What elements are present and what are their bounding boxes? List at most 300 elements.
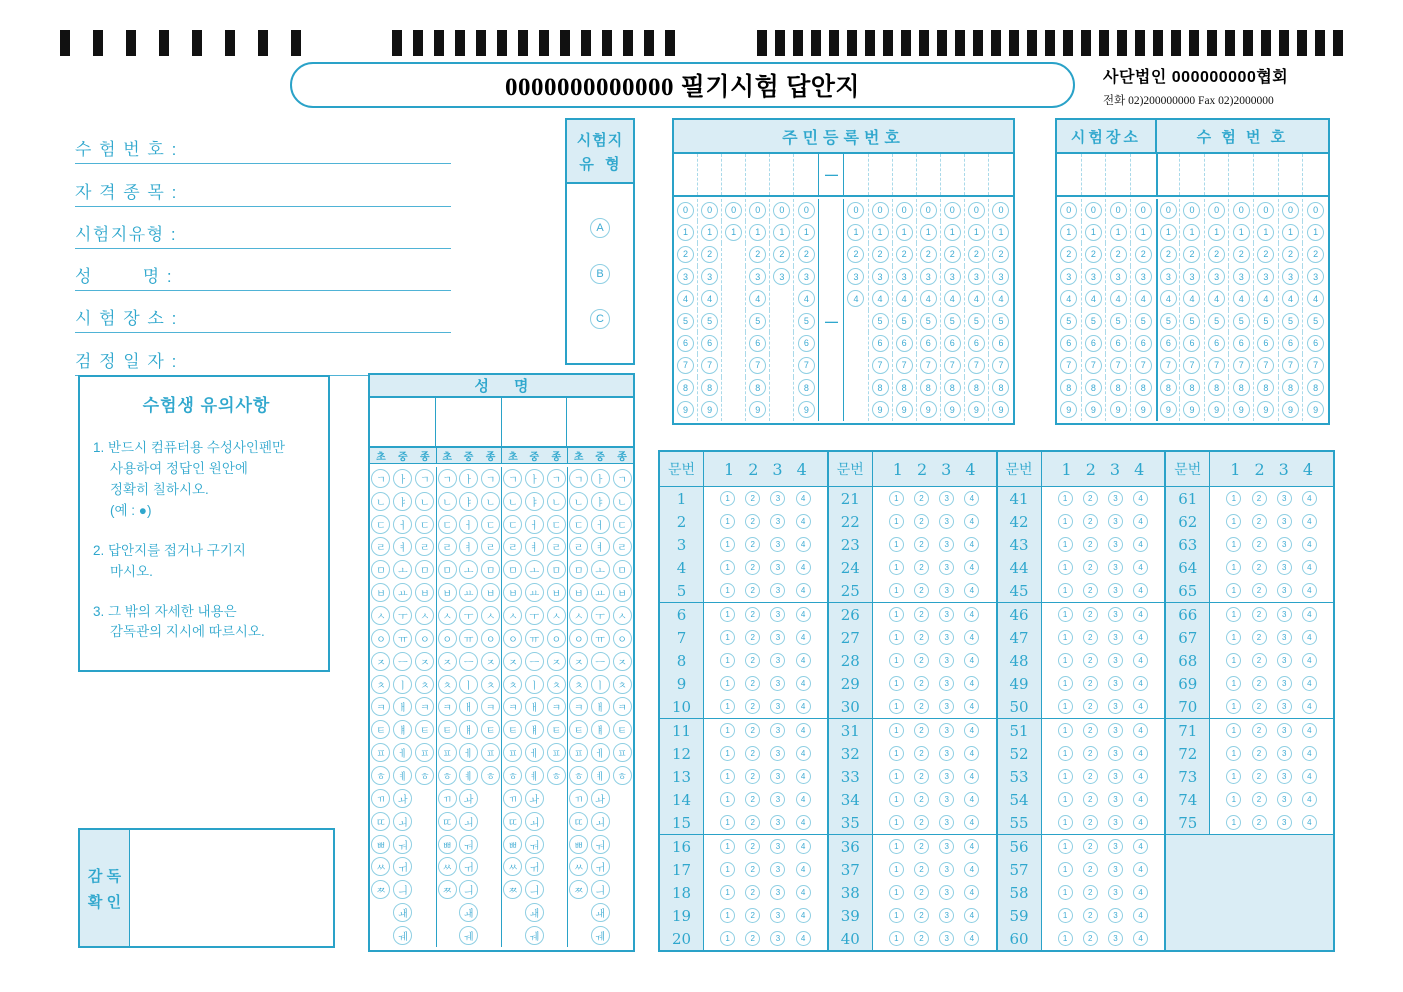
jamo-bubble[interactable]: ㅘ <box>525 789 544 808</box>
jamo-bubble[interactable]: ㅊ <box>547 675 566 694</box>
digit-bubble-1[interactable]: 1 <box>1208 224 1225 241</box>
jamo-bubble[interactable]: ㄷ <box>415 515 434 534</box>
digit-bubble-0[interactable]: 0 <box>1160 202 1177 219</box>
digit-bubble-8[interactable]: 8 <box>749 379 766 396</box>
jamo-bubble[interactable]: ㅅ <box>371 606 390 625</box>
choice-bubble-1[interactable]: 1 <box>1058 931 1073 946</box>
digit-bubble-4[interactable]: 4 <box>1160 290 1177 307</box>
jamo-bubble[interactable]: ㄱ <box>613 469 632 488</box>
digit-bubble-0[interactable]: 0 <box>1110 202 1127 219</box>
jamo-bubble[interactable]: ㅕ <box>393 537 412 556</box>
choice-bubble-1[interactable]: 1 <box>1226 746 1241 761</box>
jamo-bubble[interactable]: ㅢ <box>393 880 412 899</box>
digit-bubble-4[interactable]: 4 <box>920 290 937 307</box>
digit-bubble-2[interactable]: 2 <box>798 246 815 263</box>
choice-bubble-3[interactable]: 3 <box>939 815 954 830</box>
digit-bubble-7[interactable]: 7 <box>944 357 961 374</box>
choice-bubble-2[interactable]: 2 <box>1252 514 1267 529</box>
digit-bubble-0[interactable]: 0 <box>1307 202 1324 219</box>
jamo-bubble[interactable]: ㅐ <box>525 697 544 716</box>
choice-bubble-1[interactable]: 1 <box>889 514 904 529</box>
choice-bubble-4[interactable]: 4 <box>964 653 979 668</box>
digit-bubble-9[interactable]: 9 <box>1135 401 1152 418</box>
choice-bubble-1[interactable]: 1 <box>889 839 904 854</box>
digit-bubble-1[interactable]: 1 <box>896 224 913 241</box>
choice-bubble-2[interactable]: 2 <box>1083 583 1098 598</box>
jamo-bubble[interactable]: ㅌ <box>613 720 632 739</box>
choice-bubble-3[interactable]: 3 <box>770 491 785 506</box>
choice-bubble-2[interactable]: 2 <box>914 792 929 807</box>
choice-bubble-3[interactable]: 3 <box>770 537 785 552</box>
digit-bubble-3[interactable]: 3 <box>944 268 961 285</box>
choice-bubble-1[interactable]: 1 <box>1058 607 1073 622</box>
digit-bubble-0[interactable]: 0 <box>1233 202 1250 219</box>
choice-bubble-2[interactable]: 2 <box>745 792 760 807</box>
choice-bubble-3[interactable]: 3 <box>1277 560 1292 575</box>
jamo-bubble[interactable]: ㅞ <box>591 926 610 945</box>
choice-bubble-1[interactable]: 1 <box>889 537 904 552</box>
choice-bubble-4[interactable]: 4 <box>796 815 811 830</box>
jamo-bubble[interactable]: ㅛ <box>591 583 610 602</box>
choice-bubble-4[interactable]: 4 <box>964 931 979 946</box>
choice-bubble-1[interactable]: 1 <box>1226 607 1241 622</box>
digit-bubble-8[interactable]: 8 <box>1257 379 1274 396</box>
digit-bubble-2[interactable]: 2 <box>773 246 790 263</box>
choice-bubble-4[interactable]: 4 <box>964 792 979 807</box>
jamo-bubble[interactable]: ㅁ <box>547 560 566 579</box>
choice-bubble-4[interactable]: 4 <box>796 560 811 575</box>
jamo-bubble[interactable]: ㅋ <box>438 697 457 716</box>
choice-bubble-3[interactable]: 3 <box>939 630 954 645</box>
choice-bubble-2[interactable]: 2 <box>1252 491 1267 506</box>
jamo-bubble[interactable]: ㅗ <box>591 560 610 579</box>
digit-bubble-8[interactable]: 8 <box>798 379 815 396</box>
choice-bubble-4[interactable]: 4 <box>964 908 979 923</box>
jamo-bubble[interactable]: ㅉ <box>371 880 390 899</box>
digit-bubble-2[interactable]: 2 <box>847 246 864 263</box>
digit-bubble-1[interactable]: 1 <box>968 224 985 241</box>
jamo-bubble[interactable]: ㄲ <box>438 789 457 808</box>
choice-bubble-1[interactable]: 1 <box>1058 560 1073 575</box>
choice-bubble-1[interactable]: 1 <box>720 908 735 923</box>
choice-bubble-2[interactable]: 2 <box>914 723 929 738</box>
jamo-bubble[interactable]: ㅎ <box>547 766 566 785</box>
digit-bubble-3[interactable]: 3 <box>1085 268 1102 285</box>
jamo-bubble[interactable]: ㅆ <box>503 857 522 876</box>
choice-bubble-1[interactable]: 1 <box>1058 630 1073 645</box>
digit-bubble-4[interactable]: 4 <box>1085 290 1102 307</box>
choice-bubble-4[interactable]: 4 <box>1133 931 1148 946</box>
choice-bubble-4[interactable]: 4 <box>1302 560 1317 575</box>
choice-bubble-3[interactable]: 3 <box>1277 815 1292 830</box>
choice-bubble-3[interactable]: 3 <box>939 746 954 761</box>
digit-bubble-5[interactable]: 5 <box>1282 313 1299 330</box>
choice-bubble-4[interactable]: 4 <box>796 723 811 738</box>
digit-bubble-1[interactable]: 1 <box>1233 224 1250 241</box>
digit-bubble-7[interactable]: 7 <box>1208 357 1225 374</box>
digit-bubble-0[interactable]: 0 <box>847 202 864 219</box>
jamo-bubble[interactable]: ㅙ <box>591 903 610 922</box>
digit-bubble-7[interactable]: 7 <box>872 357 889 374</box>
jamo-bubble[interactable]: ㅟ <box>525 857 544 876</box>
digit-bubble-4[interactable]: 4 <box>1257 290 1274 307</box>
digit-bubble-6[interactable]: 6 <box>1233 335 1250 352</box>
choice-bubble-3[interactable]: 3 <box>1277 723 1292 738</box>
digit-bubble-9[interactable]: 9 <box>1233 401 1250 418</box>
choice-bubble-3[interactable]: 3 <box>1108 537 1123 552</box>
digit-bubble-3[interactable]: 3 <box>1183 268 1200 285</box>
choice-bubble-2[interactable]: 2 <box>914 607 929 622</box>
digit-bubble-6[interactable]: 6 <box>701 335 718 352</box>
jamo-bubble[interactable]: ㅃ <box>503 835 522 854</box>
choice-bubble-4[interactable]: 4 <box>1133 699 1148 714</box>
choice-bubble-2[interactable]: 2 <box>1252 607 1267 622</box>
digit-bubble-4[interactable]: 4 <box>872 290 889 307</box>
jamo-bubble[interactable]: ㄴ <box>371 492 390 511</box>
choice-bubble-2[interactable]: 2 <box>745 908 760 923</box>
digit-bubble-8[interactable]: 8 <box>992 379 1009 396</box>
choice-bubble-1[interactable]: 1 <box>1226 676 1241 691</box>
choice-bubble-4[interactable]: 4 <box>964 815 979 830</box>
jamo-bubble[interactable]: ㅓ <box>591 515 610 534</box>
choice-bubble-1[interactable]: 1 <box>1058 769 1073 784</box>
choice-bubble-3[interactable]: 3 <box>1108 769 1123 784</box>
digit-bubble-3[interactable]: 3 <box>773 268 790 285</box>
choice-bubble-3[interactable]: 3 <box>939 560 954 575</box>
jamo-bubble[interactable]: ㅁ <box>371 560 390 579</box>
choice-bubble-3[interactable]: 3 <box>1277 607 1292 622</box>
digit-bubble-4[interactable]: 4 <box>1183 290 1200 307</box>
rrn-writein-cell[interactable] <box>917 154 941 195</box>
choice-bubble-1[interactable]: 1 <box>889 723 904 738</box>
jamo-bubble[interactable]: ㅎ <box>503 766 522 785</box>
choice-bubble-4[interactable]: 4 <box>964 746 979 761</box>
jamo-bubble[interactable]: ㅐ <box>459 697 478 716</box>
choice-bubble-1[interactable]: 1 <box>720 676 735 691</box>
digit-bubble-1[interactable]: 1 <box>1160 224 1177 241</box>
choice-bubble-4[interactable]: 4 <box>1133 630 1148 645</box>
rrn-writein-cell[interactable] <box>844 154 868 195</box>
digit-bubble-3[interactable]: 3 <box>1282 268 1299 285</box>
jamo-bubble[interactable]: ㅈ <box>438 652 457 671</box>
jamo-bubble[interactable]: ㄸ <box>569 812 588 831</box>
digit-bubble-9[interactable]: 9 <box>798 401 815 418</box>
choice-bubble-1[interactable]: 1 <box>1058 862 1073 877</box>
digit-bubble-8[interactable]: 8 <box>896 379 913 396</box>
jamo-bubble[interactable]: ㅈ <box>569 652 588 671</box>
jamo-bubble[interactable]: ㅅ <box>569 606 588 625</box>
choice-bubble-2[interactable]: 2 <box>1083 839 1098 854</box>
choice-bubble-1[interactable]: 1 <box>889 815 904 830</box>
choice-bubble-1[interactable]: 1 <box>720 792 735 807</box>
digit-bubble-6[interactable]: 6 <box>749 335 766 352</box>
jamo-bubble[interactable]: ㅇ <box>481 629 500 648</box>
choice-bubble-2[interactable]: 2 <box>1083 769 1098 784</box>
digit-bubble-3[interactable]: 3 <box>1160 268 1177 285</box>
rrn-writein-cell[interactable] <box>794 154 818 195</box>
site-writein-cell[interactable] <box>1279 154 1304 195</box>
jamo-bubble[interactable]: ㄸ <box>503 812 522 831</box>
choice-bubble-1[interactable]: 1 <box>720 723 735 738</box>
choice-bubble-4[interactable]: 4 <box>1133 862 1148 877</box>
jamo-bubble[interactable]: ㅁ <box>613 560 632 579</box>
form-field-row[interactable] <box>75 207 451 249</box>
choice-bubble-3[interactable]: 3 <box>939 699 954 714</box>
digit-bubble-5[interactable]: 5 <box>920 313 937 330</box>
jamo-bubble[interactable]: ㄷ <box>569 515 588 534</box>
choice-bubble-4[interactable]: 4 <box>1133 583 1148 598</box>
choice-bubble-1[interactable]: 1 <box>720 607 735 622</box>
digit-bubble-2[interactable]: 2 <box>1208 246 1225 263</box>
choice-bubble-2[interactable]: 2 <box>914 931 929 946</box>
choice-bubble-4[interactable]: 4 <box>1133 514 1148 529</box>
jamo-bubble[interactable]: ㄷ <box>481 515 500 534</box>
choice-bubble-4[interactable]: 4 <box>964 885 979 900</box>
choice-bubble-3[interactable]: 3 <box>770 676 785 691</box>
jamo-bubble[interactable]: ㅠ <box>393 629 412 648</box>
choice-bubble-4[interactable]: 4 <box>1133 723 1148 738</box>
jamo-bubble[interactable]: ㅌ <box>569 720 588 739</box>
jamo-bubble[interactable]: ㅓ <box>525 515 544 534</box>
choice-bubble-2[interactable]: 2 <box>914 491 929 506</box>
digit-bubble-1[interactable]: 1 <box>1307 224 1324 241</box>
jamo-bubble[interactable]: ㅜ <box>591 606 610 625</box>
choice-bubble-4[interactable]: 4 <box>1133 607 1148 622</box>
digit-bubble-8[interactable]: 8 <box>1233 379 1250 396</box>
digit-bubble-0[interactable]: 0 <box>1085 202 1102 219</box>
jamo-bubble[interactable]: ㅋ <box>613 697 632 716</box>
choice-bubble-4[interactable]: 4 <box>796 537 811 552</box>
digit-bubble-6[interactable]: 6 <box>992 335 1009 352</box>
digit-bubble-0[interactable]: 0 <box>677 202 694 219</box>
jamo-bubble[interactable]: ㄱ <box>547 469 566 488</box>
jamo-bubble[interactable]: ㅟ <box>459 857 478 876</box>
choice-bubble-1[interactable]: 1 <box>1226 792 1241 807</box>
digit-bubble-5[interactable]: 5 <box>677 313 694 330</box>
choice-bubble-4[interactable]: 4 <box>1302 653 1317 668</box>
jamo-bubble[interactable]: ㅃ <box>371 835 390 854</box>
digit-bubble-0[interactable]: 0 <box>1282 202 1299 219</box>
digit-bubble-1[interactable]: 1 <box>749 224 766 241</box>
jamo-bubble[interactable]: ㅙ <box>525 903 544 922</box>
jamo-bubble[interactable]: ㅎ <box>371 766 390 785</box>
digit-bubble-6[interactable]: 6 <box>1208 335 1225 352</box>
choice-bubble-2[interactable]: 2 <box>745 839 760 854</box>
digit-bubble-1[interactable]: 1 <box>1085 224 1102 241</box>
choice-bubble-2[interactable]: 2 <box>745 514 760 529</box>
choice-bubble-1[interactable]: 1 <box>1226 699 1241 714</box>
choice-bubble-1[interactable]: 1 <box>720 653 735 668</box>
jamo-bubble[interactable]: ㅋ <box>415 697 434 716</box>
digit-bubble-5[interactable]: 5 <box>992 313 1009 330</box>
jamo-bubble[interactable]: ㄱ <box>569 469 588 488</box>
choice-bubble-1[interactable]: 1 <box>1058 839 1073 854</box>
digit-bubble-5[interactable]: 5 <box>1208 313 1225 330</box>
jamo-bubble[interactable]: ㅇ <box>415 629 434 648</box>
choice-bubble-3[interactable]: 3 <box>1108 699 1123 714</box>
rrn-writein-cell[interactable] <box>746 154 770 195</box>
jamo-bubble[interactable]: ㅟ <box>393 857 412 876</box>
jamo-bubble[interactable]: ㅐ <box>393 697 412 716</box>
jamo-bubble[interactable]: ㄴ <box>569 492 588 511</box>
choice-bubble-3[interactable]: 3 <box>770 862 785 877</box>
jamo-bubble[interactable]: ㅖ <box>591 766 610 785</box>
digit-bubble-5[interactable]: 5 <box>701 313 718 330</box>
digit-bubble-0[interactable]: 0 <box>1183 202 1200 219</box>
choice-bubble-1[interactable]: 1 <box>1058 815 1073 830</box>
digit-bubble-2[interactable]: 2 <box>1307 246 1324 263</box>
digit-bubble-4[interactable]: 4 <box>701 290 718 307</box>
choice-bubble-4[interactable]: 4 <box>1302 537 1317 552</box>
site-writein-cell[interactable] <box>1180 154 1205 195</box>
choice-bubble-4[interactable]: 4 <box>964 630 979 645</box>
jamo-bubble[interactable]: ㄴ <box>547 492 566 511</box>
digit-bubble-2[interactable]: 2 <box>1060 246 1077 263</box>
digit-bubble-9[interactable]: 9 <box>896 401 913 418</box>
jamo-bubble[interactable]: ㅝ <box>591 835 610 854</box>
choice-bubble-2[interactable]: 2 <box>1083 908 1098 923</box>
jamo-bubble[interactable]: ㅃ <box>438 835 457 854</box>
choice-bubble-3[interactable]: 3 <box>939 676 954 691</box>
choice-bubble-4[interactable]: 4 <box>1302 746 1317 761</box>
jamo-bubble[interactable]: ㅆ <box>371 857 390 876</box>
site-writein-cell[interactable] <box>1057 154 1082 195</box>
choice-bubble-2[interactable]: 2 <box>914 862 929 877</box>
jamo-bubble[interactable]: ㅔ <box>525 743 544 762</box>
choice-bubble-3[interactable]: 3 <box>1108 839 1123 854</box>
jamo-bubble[interactable]: ㅌ <box>547 720 566 739</box>
choice-bubble-3[interactable]: 3 <box>1108 583 1123 598</box>
choice-bubble-4[interactable]: 4 <box>1133 839 1148 854</box>
digit-bubble-1[interactable]: 1 <box>725 224 742 241</box>
jamo-bubble[interactable]: ㅂ <box>503 583 522 602</box>
jamo-bubble[interactable]: ㄸ <box>438 812 457 831</box>
jamo-bubble[interactable]: ㅏ <box>591 469 610 488</box>
digit-bubble-6[interactable]: 6 <box>944 335 961 352</box>
jamo-bubble[interactable]: ㅑ <box>459 492 478 511</box>
jamo-bubble[interactable]: ㅃ <box>569 835 588 854</box>
site-writein-cell[interactable] <box>1082 154 1107 195</box>
digit-bubble-2[interactable]: 2 <box>920 246 937 263</box>
digit-bubble-9[interactable]: 9 <box>1085 401 1102 418</box>
choice-bubble-3[interactable]: 3 <box>1108 746 1123 761</box>
digit-bubble-0[interactable]: 0 <box>1208 202 1225 219</box>
jamo-bubble[interactable]: ㅠ <box>591 629 610 648</box>
choice-bubble-1[interactable]: 1 <box>889 607 904 622</box>
choice-bubble-1[interactable]: 1 <box>889 560 904 575</box>
jamo-bubble[interactable]: ㄴ <box>415 492 434 511</box>
jamo-bubble[interactable]: ㅍ <box>547 743 566 762</box>
choice-bubble-1[interactable]: 1 <box>720 839 735 854</box>
digit-bubble-7[interactable]: 7 <box>1085 357 1102 374</box>
choice-bubble-1[interactable]: 1 <box>889 630 904 645</box>
jamo-bubble[interactable]: ㅓ <box>393 515 412 534</box>
digit-bubble-2[interactable]: 2 <box>968 246 985 263</box>
choice-bubble-1[interactable]: 1 <box>889 792 904 807</box>
choice-bubble-1[interactable]: 1 <box>720 815 735 830</box>
digit-bubble-6[interactable]: 6 <box>920 335 937 352</box>
digit-bubble-7[interactable]: 7 <box>1233 357 1250 374</box>
choice-bubble-2[interactable]: 2 <box>1083 491 1098 506</box>
rrn-writein-cell[interactable] <box>722 154 746 195</box>
jamo-bubble[interactable]: ㅛ <box>459 583 478 602</box>
digit-bubble-9[interactable]: 9 <box>1282 401 1299 418</box>
jamo-bubble[interactable]: ㅎ <box>415 766 434 785</box>
jamo-bubble[interactable]: ㅂ <box>481 583 500 602</box>
jamo-bubble[interactable]: ㅒ <box>525 720 544 739</box>
jamo-bubble[interactable]: ㅁ <box>569 560 588 579</box>
choice-bubble-1[interactable]: 1 <box>1058 583 1073 598</box>
digit-bubble-9[interactable]: 9 <box>992 401 1009 418</box>
digit-bubble-0[interactable]: 0 <box>1060 202 1077 219</box>
jamo-bubble[interactable]: ㄱ <box>438 469 457 488</box>
jamo-bubble[interactable]: ㄲ <box>503 789 522 808</box>
choice-bubble-1[interactable]: 1 <box>1058 491 1073 506</box>
choice-bubble-4[interactable]: 4 <box>964 676 979 691</box>
choice-bubble-4[interactable]: 4 <box>796 862 811 877</box>
choice-bubble-3[interactable]: 3 <box>939 792 954 807</box>
digit-bubble-9[interactable]: 9 <box>1160 401 1177 418</box>
jamo-bubble[interactable]: ㅊ <box>503 675 522 694</box>
digit-bubble-4[interactable]: 4 <box>1135 290 1152 307</box>
jamo-bubble[interactable]: ㄲ <box>371 789 390 808</box>
jamo-bubble[interactable]: ㅅ <box>547 606 566 625</box>
digit-bubble-3[interactable]: 3 <box>749 268 766 285</box>
digit-bubble-2[interactable]: 2 <box>1135 246 1152 263</box>
choice-bubble-3[interactable]: 3 <box>770 769 785 784</box>
choice-bubble-1[interactable]: 1 <box>889 676 904 691</box>
jamo-bubble[interactable]: ㅏ <box>459 469 478 488</box>
choice-bubble-1[interactable]: 1 <box>1058 699 1073 714</box>
digit-bubble-2[interactable]: 2 <box>896 246 913 263</box>
digit-bubble-2[interactable]: 2 <box>992 246 1009 263</box>
choice-bubble-3[interactable]: 3 <box>939 839 954 854</box>
jamo-bubble[interactable]: ㅡ <box>393 652 412 671</box>
digit-bubble-3[interactable]: 3 <box>896 268 913 285</box>
choice-bubble-4[interactable]: 4 <box>1302 491 1317 506</box>
choice-bubble-3[interactable]: 3 <box>770 630 785 645</box>
digit-bubble-8[interactable]: 8 <box>872 379 889 396</box>
choice-bubble-4[interactable]: 4 <box>964 583 979 598</box>
jamo-bubble[interactable]: ㅆ <box>569 857 588 876</box>
digit-bubble-2[interactable]: 2 <box>1257 246 1274 263</box>
jamo-bubble[interactable]: ㄹ <box>481 537 500 556</box>
digit-bubble-3[interactable]: 3 <box>920 268 937 285</box>
jamo-bubble[interactable]: ㅅ <box>481 606 500 625</box>
rrn-writein-cell[interactable] <box>893 154 917 195</box>
choice-bubble-2[interactable]: 2 <box>1252 630 1267 645</box>
digit-bubble-7[interactable]: 7 <box>1060 357 1077 374</box>
choice-bubble-3[interactable]: 3 <box>1277 699 1292 714</box>
jamo-bubble[interactable]: ㅐ <box>591 697 610 716</box>
digit-bubble-8[interactable]: 8 <box>1307 379 1324 396</box>
jamo-bubble[interactable]: ㄴ <box>438 492 457 511</box>
digit-bubble-7[interactable]: 7 <box>1257 357 1274 374</box>
digit-bubble-4[interactable]: 4 <box>847 290 864 307</box>
choice-bubble-3[interactable]: 3 <box>1108 792 1123 807</box>
choice-bubble-4[interactable]: 4 <box>964 560 979 575</box>
rrn-writein-cell[interactable] <box>965 154 989 195</box>
jamo-bubble[interactable]: ㅊ <box>438 675 457 694</box>
choice-bubble-1[interactable]: 1 <box>720 746 735 761</box>
choice-bubble-3[interactable]: 3 <box>1277 746 1292 761</box>
form-field-row[interactable] <box>75 164 451 206</box>
digit-bubble-2[interactable]: 2 <box>1160 246 1177 263</box>
digit-bubble-0[interactable]: 0 <box>773 202 790 219</box>
digit-bubble-3[interactable]: 3 <box>1257 268 1274 285</box>
type-option-B[interactable]: B <box>590 264 610 284</box>
digit-bubble-3[interactable]: 3 <box>1060 268 1077 285</box>
